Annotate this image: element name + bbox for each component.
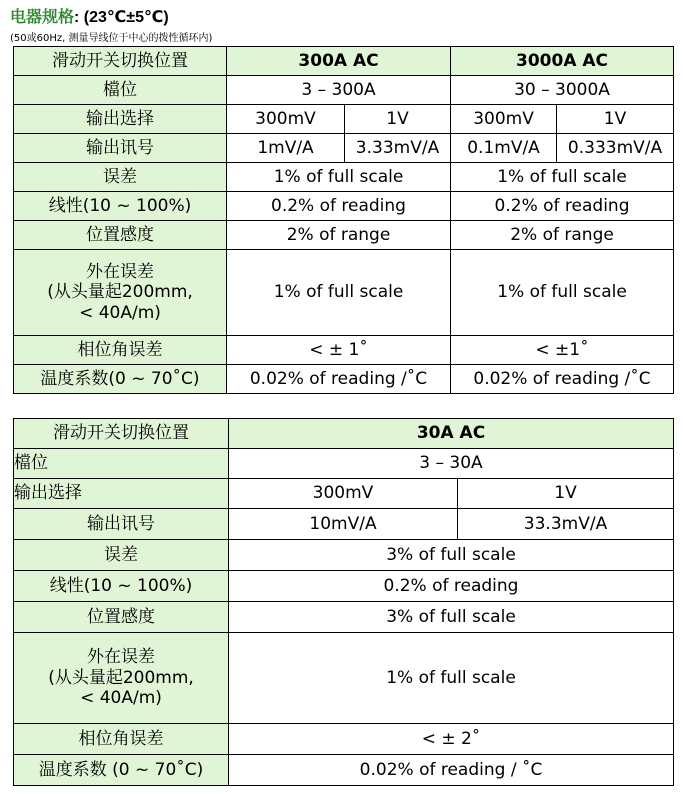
error-value: 1% of full scale	[451, 163, 674, 192]
external-error-label-line: 外在误差	[86, 261, 154, 282]
output-signal-value: 0.1mV/A	[451, 134, 557, 163]
output-signal-value: 1mV/A	[227, 134, 345, 163]
output-signal-label: 输出讯号	[14, 509, 229, 540]
table-row	[14, 105, 674, 134]
table-row	[14, 571, 674, 602]
range-value: 3 – 30A	[229, 449, 674, 479]
range-value: 3 – 300A	[227, 76, 451, 105]
phase-error-label: 相位角误差	[14, 336, 227, 365]
measurement-note: (50或60Hz, 测量导线位于中心的拨性循环内)	[10, 33, 213, 44]
output-select-label: 输出选择	[14, 105, 227, 134]
table-row	[14, 365, 674, 394]
external-error-label	[14, 633, 229, 724]
output-signal-label: 输出讯号	[14, 134, 227, 163]
external-error-label-line: < 40A/m)	[79, 302, 161, 323]
external-error-value: 1% of full scale	[227, 250, 451, 336]
output-select-value: 1V	[557, 105, 674, 134]
linearity-label: 线性(10 ~ 100%)	[14, 192, 227, 221]
table-row	[14, 163, 674, 192]
position-sensitivity-label: 位置感度	[14, 602, 229, 633]
table-row	[14, 47, 674, 76]
table-row	[14, 192, 674, 221]
switch-position-label: 滑动开关切换位置	[14, 47, 227, 76]
external-error-value: 1% of full scale	[229, 633, 674, 724]
table-row	[14, 250, 674, 336]
external-error-label-line: 外在误差	[87, 647, 155, 668]
column-header-3000a: 3000A AC	[451, 47, 674, 76]
phase-error-value: < ± 1˚	[227, 336, 451, 365]
table-row	[14, 419, 674, 449]
spec-table-300a-3000a	[13, 46, 674, 394]
temperature-coefficient-value: 0.02% of reading / ˚C	[229, 755, 674, 786]
spec-table-30a	[13, 418, 674, 786]
output-select-value: 300mV	[227, 105, 345, 134]
error-value: 1% of full scale	[227, 163, 451, 192]
table-row	[14, 221, 674, 250]
external-error-label-line: (从头量起200mm,	[48, 667, 194, 688]
output-signal-value: 33.3mV/A	[458, 509, 674, 540]
table-row	[14, 633, 674, 724]
range-label: 檔位	[14, 449, 229, 479]
linearity-value: 0.2% of reading	[229, 571, 674, 602]
output-signal-value: 10mV/A	[229, 509, 458, 540]
output-select-label: 输出选择	[14, 479, 229, 509]
external-error-label-line: < 40A/m)	[80, 688, 162, 709]
output-signal-value: 0.333mV/A	[557, 134, 674, 163]
output-select-value: 1V	[458, 479, 674, 509]
range-value: 30 – 3000A	[451, 76, 674, 105]
position-sensitivity-value: 3% of full scale	[229, 602, 674, 633]
spec-title	[10, 4, 169, 27]
table-row	[14, 724, 674, 755]
table-row	[14, 509, 674, 540]
temperature-coefficient-value: 0.02% of reading /˚C	[227, 365, 451, 394]
error-label: 误差	[14, 540, 229, 571]
table-row	[14, 449, 674, 479]
table-row	[14, 336, 674, 365]
table-row	[14, 76, 674, 105]
phase-error-value: < ±1˚	[451, 336, 674, 365]
external-error-value: 1% of full scale	[451, 250, 674, 336]
column-header-300a: 300A AC	[227, 47, 451, 76]
table-row	[14, 602, 674, 633]
table-row	[14, 540, 674, 571]
output-select-value: 300mV	[229, 479, 458, 509]
switch-position-label: 滑动开关切换位置	[14, 419, 229, 449]
output-select-value: 1V	[345, 105, 451, 134]
temperature-coefficient-label: 温度系数 (0 ~ 70˚C)	[14, 755, 229, 786]
linearity-label: 线性(10 ~ 100%)	[14, 571, 229, 602]
position-sensitivity-value: 2% of range	[227, 221, 451, 250]
spec-title-condition: : (23℃±5℃)	[74, 9, 169, 26]
external-error-label-line: (从头量起200mm,	[47, 282, 193, 303]
output-select-value: 300mV	[451, 105, 557, 134]
table-row	[14, 755, 674, 786]
temperature-coefficient-value: 0.02% of reading /˚C	[451, 365, 674, 394]
output-signal-value: 3.33mV/A	[345, 134, 451, 163]
error-label: 误差	[14, 163, 227, 192]
external-error-label	[14, 250, 227, 336]
range-label: 檔位	[14, 76, 227, 105]
phase-error-value: < ± 2˚	[229, 724, 674, 755]
position-sensitivity-value: 2% of range	[451, 221, 674, 250]
linearity-value: 0.2% of reading	[451, 192, 674, 221]
phase-error-label: 相位角误差	[14, 724, 229, 755]
linearity-value: 0.2% of reading	[227, 192, 451, 221]
spec-title-main: 电器规格	[10, 9, 75, 26]
table-row	[14, 479, 674, 509]
table-row	[14, 134, 674, 163]
position-sensitivity-label: 位置感度	[14, 221, 227, 250]
temperature-coefficient-label: 温度系数(0 ~ 70˚C)	[14, 365, 227, 394]
column-header-30a: 30A AC	[229, 419, 674, 449]
error-value: 3% of full scale	[229, 540, 674, 571]
